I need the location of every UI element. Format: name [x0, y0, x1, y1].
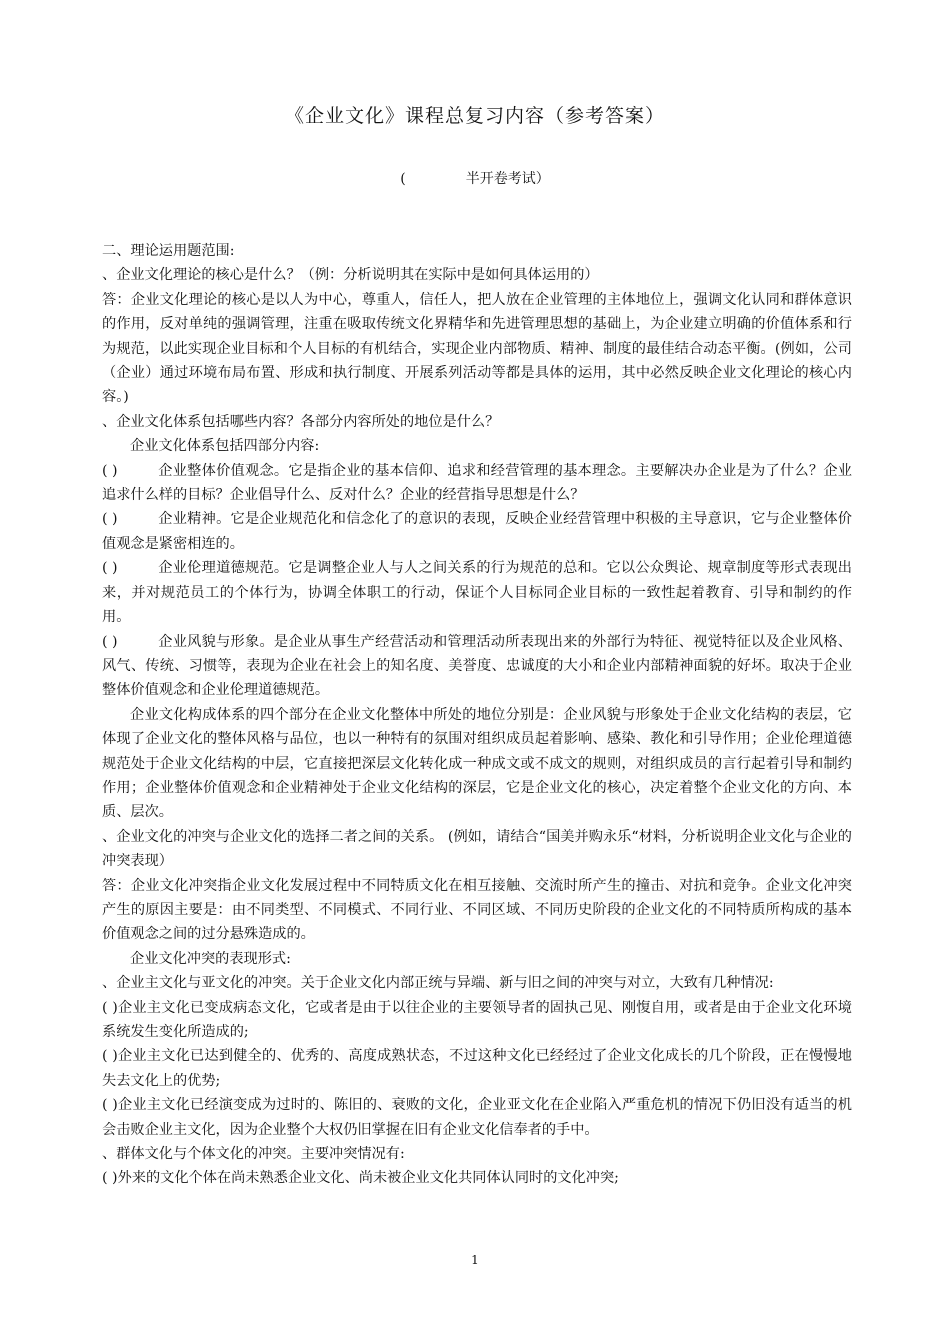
document-body — [102, 239, 852, 1191]
subtitle-text: 半开卷考试） — [465, 171, 550, 187]
question-3: 、企业文化的冲突与企业文化的选择二者之间的关系。 (例如，请结合“国美并购永乐“材料，分析说明企业文化与企业的冲突表现） — [102, 828, 852, 870]
answer-2-summary: 企业文化构成体系的四个部分在企业文化整体中所处的地位分别是：企业风貌与形象处于企业文化结构的表层，它体现了企业文化的整体风格与品位，也以一种特有的氛围对组织成员起着影响、感染、教化和引导作用；企业伦理道德规范处于企业文化结构的中层，它直接把深层文化转化成一种成文或不成文的规则，对组织成员的言行起着引导和制约作用；企业整体价值观念和企业精神处于企业文化结构的深层，它是企业文化的核心，决定着整个企业文化的方向、本质、层次。 — [102, 706, 852, 821]
document-title: 《企业文化》课程总复习内容（参考答案） — [284, 105, 665, 127]
item-marker: ( ) — [102, 560, 118, 577]
document-subtitle — [0, 168, 950, 188]
page-number: 1 — [471, 1253, 479, 1267]
list-item: ( )企业主文化已经演变成为过时的、陈旧的、衰败的文化，企业亚文化在企业陷入严重危机的情况下仍旧没有适当的机会击败企业主文化，因为企业整个大权仍旧掌握在旧有企业文化信奉者的手中。 — [102, 1097, 852, 1138]
conflict-type-1: 、企业主文化与亚文化的冲突。关于企业文化内部正统与异端、新与旧之间的冲突与对立，大致有几种情况: — [102, 975, 774, 992]
item-text: 企业风貌与形象。是企业从事生产经营活动和管理活动所表现出来的外部行为特征、视觉特征以及企业风格、风气、传统、习惯等，表现为企业在社会上的知名度、美誉度、忠诚度的大小和企业内部精神面貌的好坏。取决于企业整体价值观念和企业伦理道德规范。 — [102, 633, 852, 699]
answer-1: 答：企业文化理论的核心是以人为中心，尊重人，信任人，把人放在企业管理的主体地位上，强调文化认同和群体意识的作用，反对单纯的强调管理，注重在吸取传统文化界精华和先进管理思想的基础上，为企业建立明确的价值体系和行为规范，以此实现企业目标和个人目标的有机结合，实现企业内部物质、精神、制度的最佳结合动态平衡。(例如，公司（企业）通过环境布局布置、形成和执行制度、开展系列活动等都是具体的运用，其中必然反映企业文化理论的核心内容。) — [102, 291, 852, 406]
conflict-forms-heading: 企业文化冲突的表现形式: — [130, 950, 291, 967]
list-item — [102, 507, 852, 556]
item-marker: ( ) — [102, 633, 118, 650]
answer-2-intro: 企业文化体系包括四部分内容: — [130, 438, 320, 455]
item-text: 企业整体价值观念。它是指企业的基本信仰、追求和经营管理的基本理念。主要解决办企业是为了什么？企业追求什么样的目标？企业倡导什么、反对什么？企业的经营指导思想是什么？ — [102, 462, 852, 504]
list-item — [102, 459, 852, 508]
list-item: ( )企业主文化已变成病态文化，它或者是由于以往企业的主要领导者的固执己见、刚愎自用，或者是由于企业文化环境系统发生变化所造成的; — [102, 999, 852, 1040]
conflict-type-2: 、群体文化与个体文化的冲突。主要冲突情况有: — [102, 1146, 405, 1163]
subtitle-open-paren: ( — [400, 171, 406, 187]
section-heading: 二、理论运用题范围: — [102, 243, 235, 259]
list-item — [102, 556, 852, 629]
list-item: ( )企业主文化已达到健全的、优秀的、高度成熟状态，不过这种文化已经经过了企业文化成长的几个阶段，正在慢慢地失去文化上的优势; — [102, 1048, 852, 1089]
item-marker: ( ) — [102, 511, 118, 528]
list-item: ( )外来的文化个体在尚未熟悉企业文化、尚未被企业文化共同体认同时的文化冲突; — [102, 1170, 619, 1187]
list-item — [102, 630, 852, 703]
item-marker: ( ) — [102, 462, 118, 479]
item-text: 企业精神。它是企业规范化和信念化了的意识的表现，反映企业经营管理中积极的主导意识，它与企业整体价值观念是紧密相连的。 — [102, 511, 852, 552]
question-2: 、企业文化体系包括哪些内容？各部分内容所处的地位是什么？ — [102, 413, 500, 430]
item-text: 企业伦理道德规范。它是调整企业人与人之间关系的行为规范的总和。它以公众舆论、规章制度等形式表现出来，并对规范员工的个体行为，协调全体职工的行动，保证个人目标同企业目标的一致性起着教育、引导和制约的作用。 — [102, 560, 852, 626]
answer-3: 答：企业文化冲突指企业文化发展过程中不同特质文化在相互接触、交流时所产生的撞击、对抗和竞争。企业文化冲突产生的原因主要是：由不同类型、不同模式、不同行业、不同区域、不同历史阶段的企业文化的不同特质所构成的基本价值观念之间的过分悬殊造成的。 — [102, 877, 852, 943]
question-1: 、企业文化理论的核心是什么？（例：分析说明其在实际中是如何具体运用的） — [102, 267, 599, 284]
